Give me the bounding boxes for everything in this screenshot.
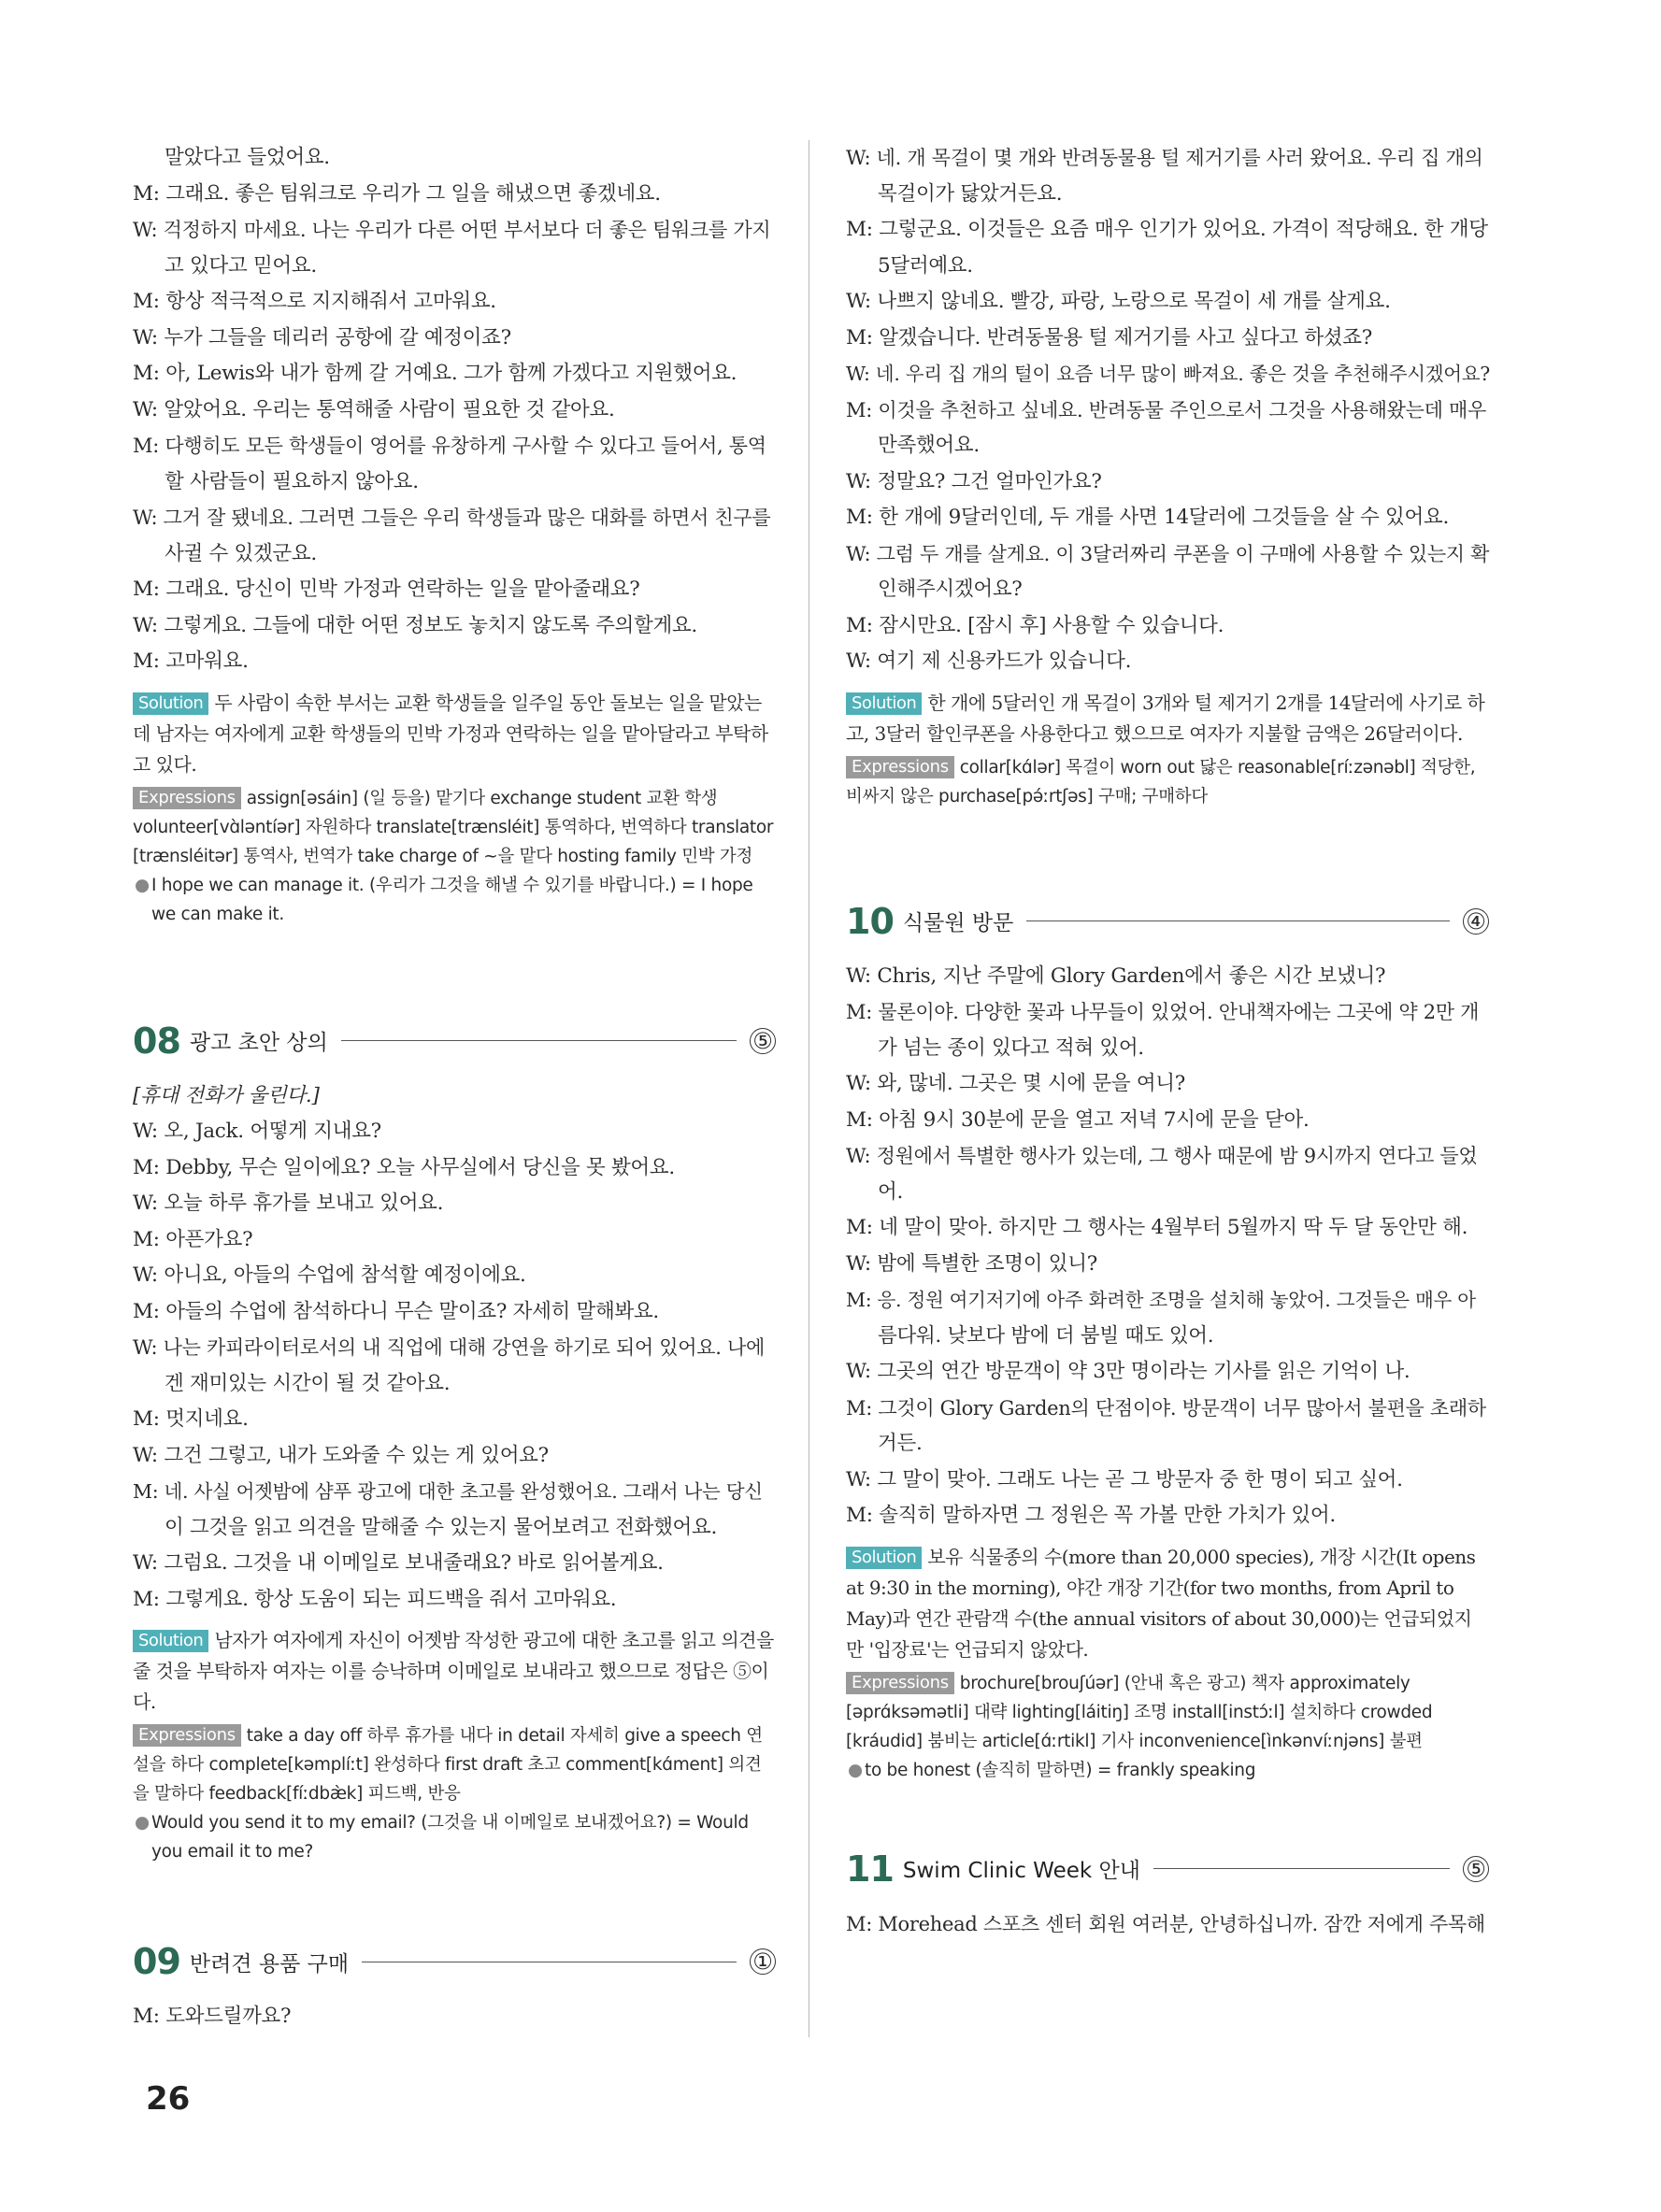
dialogue-line: 이 그것을 읽고 의견을 말해줄 수 있는지 물어보려고 전화했어요. (165, 1515, 718, 1539)
header-rule (1026, 920, 1450, 921)
dialogue-line: 거든. (878, 1432, 923, 1455)
expressions-label: Expressions (846, 756, 954, 778)
header-rule (1153, 1868, 1450, 1869)
dialogue-line: M: 항상 적극적으로 지지해줘서 고마워요. (133, 290, 496, 313)
note-text: I hope we can manage it. (우리가 그것을 해낼 수 있기를 바랍니다.) = I hope we can make it. (151, 875, 753, 924)
dialogue-line: W: 나쁘지 않네요. 빨강, 파랑, 노랑으로 목걸이 세 개를 살게요. (846, 290, 1391, 313)
dialogue-line: W: 그럼요. 그것을 내 이메일로 보내줄래요? 바로 읽어볼게요. (133, 1551, 664, 1575)
dialogue-line: W: 정원에서 특별한 행사가 있는데, 그 행사 때문에 밤 9시까지 연다고 들었 (846, 1145, 1478, 1167)
expressions-text: assign[əsáin] (일 등을) 맡기다 exchange student 교환 학생 volunteer[vɑ̀ləntíər] 자원하다 translate[trænsléit] 통역하다, 번역하다 translator [trænsléitər] 통역사, 번역가 take charge of ~을 맡다 hosting family 민박 가정 (133, 788, 774, 866)
dialogue-line: W: 그럼 두 개를 살게요. 이 3달러짜리 쿠폰을 이 구매에 사용할 수 있는지 확 (846, 542, 1490, 565)
dialogue-line: W: 네. 개 목걸이 몇 개와 반려동물용 털 제거기를 사러 왔어요. 우리 집 개의 (846, 147, 1483, 169)
expressions-text: collar[kɑ́lər] 목걸이 worn out 닳은 reasonable[ríːzənəbl] 적당한, 비싸지 않은 purchase[pə́ːrtʃəs] 구매; 구매하다 (846, 757, 1476, 806)
dialogue-line: 5달러예요. (878, 253, 973, 278)
dialogue-line: W: 네. 우리 집 개의 털이 요즘 너무 많이 빠져요. 좋은 것을 추천해주시겠어요? (846, 363, 1490, 385)
dialogue-line: W: 걱정하지 마세요. 나는 우리가 다른 어떤 부서보다 더 좋은 팀워크를 가지 (133, 219, 771, 241)
solution-block (846, 688, 1489, 749)
expressions-text: brochure[brouʃúər] (안내 혹은 광고) 책자 approximately [əprɑ́ksəmətli] 대략 lighting[láitiŋ] 조명 install[instɔ́ːl] 설치하다 crowded [kráudid] 붐비는 article[ɑ́ːrtikl] 기사 inconvenience[ìnkənvíːnjəns] 불편 (846, 1673, 1433, 1751)
question-header-11 (846, 1841, 1489, 1897)
question-title: Swim Clinic Week 안내 (902, 1859, 1140, 1883)
solution-label: Solution (133, 692, 208, 715)
expressions-label: Expressions (846, 1672, 954, 1694)
solution-label: Solution (846, 692, 922, 715)
dialogue-line: 인해주시겠어요? (878, 578, 1023, 601)
dialogue-line: M: 그래요. 좋은 팀워크로 우리가 그 일을 해냈으면 좋겠네요. (133, 181, 661, 206)
dialogue-10 (846, 959, 1489, 1534)
solution-label: Solution (846, 1547, 922, 1569)
dialogue-line: M: 도와드릴까요? (133, 2005, 292, 2028)
dialogue-line: 어. (878, 1179, 904, 1204)
dialogue-continued (846, 140, 1489, 680)
dialogue-continued (133, 140, 776, 680)
solution-block (133, 1625, 776, 1718)
dialogue-line: 름다워. 낮보다 밤에 더 붐빌 때도 있어. (878, 1323, 1214, 1348)
dialogue-line: W: 여기 제 신용카드가 있습니다. (846, 649, 1132, 673)
dialogue-line: W: 밤에 특별한 조명이 있니? (846, 1251, 1097, 1276)
left-column (133, 140, 776, 2035)
dialogue-line: M: 잠시만요. [잠시 후] 사용할 수 있습니다. (846, 613, 1224, 637)
dialogue-line: M: Morehead 스포츠 센터 회원 여러분, 안녕하십니까. 잠깐 저에게 주목해 (846, 1912, 1485, 1935)
dialogue-line: W: Chris, 지난 주말에 Glory Garden에서 좋은 시간 보냈니? (846, 963, 1386, 988)
page-number: 26 (146, 2080, 191, 2118)
dialogue-line: M: 네 말이 맞아. 하지만 그 행사는 4월부터 5월까지 딱 두 달 동안만 해. (846, 1216, 1468, 1239)
question-title: 식물원 방문 (902, 911, 1014, 935)
dialogue-line: 말았다고 들었어요. (165, 146, 330, 169)
dialogue-line: M: 이것을 추천하고 싶네요. 반려동물 주인으로서 그것을 사용해왔는데 매우 (846, 398, 1486, 421)
dialogue-line: W: 그 말이 맞아. 그래도 나는 곧 그 방문자 중 한 명이 되고 싶어. (846, 1467, 1403, 1491)
dialogue-line: M: 아픈가요? (133, 1227, 253, 1251)
note (846, 1756, 1489, 1785)
dialogue-line: M: 한 개에 9달러인데, 두 개를 사면 14달러에 그것들을 살 수 있어요. (846, 506, 1449, 529)
solution-text: 남자가 여자에게 자신이 어젯밤 작성한 광고에 대한 초고를 읽고 의견을 줄 것을 부탁하자 여자는 이를 승낙하며 이메일로 보내라고 했으므로 정답은 ⑤이다. (133, 1629, 774, 1713)
question-header-09 (133, 1934, 776, 1990)
question-header-08 (133, 1013, 776, 1069)
dialogue-line: M: 솔직히 말하자면 그 정원은 꼭 가볼 만한 가치가 있어. (846, 1504, 1336, 1527)
question-title: 반려견 용품 구매 (189, 1951, 350, 1977)
dialogue-line: 할 사람들이 필요하지 않아요. (165, 469, 419, 493)
dialogue-line: W: 누가 그들을 데리러 공항에 갈 예정이죠? (133, 325, 511, 350)
dialogue-line: W: 오, Jack. 어떻게 지내요? (133, 1120, 381, 1143)
dialogue-line: M: 고마워요. (133, 649, 249, 673)
note (133, 871, 776, 929)
question-title: 광고 초안 상의 (189, 1031, 328, 1055)
expressions-text: take a day off 하루 휴가를 내다 in detail 자세히 give a speech 연설을 하다 complete[kəmplíːt] 완성하다 first draft 초고 comment[kɑ́ment] 의견을 말하다 feedback[fíːdbæ̀k] 피드백, 반응 (133, 1726, 763, 1804)
dialogue-line: M: 그렇군요. 이것들은 요즘 매우 인기가 있어요. 가격이 적당해요. 한 개당 (846, 218, 1488, 241)
dialogue-line: W: 그렇게요. 그들에 대한 어떤 정보도 놓치지 않도록 주의할게요. (133, 613, 697, 637)
dialogue-line: W: 아니요, 아들의 수업에 참석할 예정이에요. (133, 1263, 526, 1287)
dialogue-line: 겐 재미있는 시간이 될 것 같아요. (165, 1371, 451, 1395)
dialogue-line: 사귈 수 있겠군요. (165, 541, 317, 565)
dialogue-line: M: 아들의 수업에 참석하다니 무슨 말이죠? 자세히 말해봐요. (133, 1299, 659, 1323)
dialogue-line: M: 다행히도 모든 학생들이 영어를 유창하게 구사할 수 있다고 들어서, 통역 (133, 435, 766, 457)
header-rule (341, 1040, 737, 1041)
answer-circle: ⑤ (750, 1028, 776, 1054)
dialogue-line: W: 정말요? 그건 얼마인가요? (846, 469, 1102, 493)
dialogue-line: W: 오늘 하루 휴가를 보내고 있어요. (133, 1192, 444, 1215)
answer-circle: ⑤ (1463, 1856, 1489, 1882)
bullet-icon: ● (848, 1760, 863, 1780)
dialogue-line: M: 그것이 Glory Garden의 단점이야. 방문객이 너무 많아서 불편을 초래하 (846, 1396, 1486, 1420)
dialogue-line: 목걸이가 닳았거든요. (878, 181, 1063, 206)
dialogue-line: W: 그곳의 연간 방문객이 약 3만 명이라는 기사를 읽은 기억이 나. (846, 1360, 1410, 1383)
question-number: 09 (133, 1941, 180, 1982)
solution-label: Solution (133, 1630, 208, 1652)
solution-block (133, 688, 776, 780)
right-column (846, 140, 1489, 1942)
question-header-10 (846, 893, 1489, 949)
question-number: 08 (133, 1020, 180, 1062)
expressions-label: Expressions (133, 787, 241, 809)
dialogue-09 (133, 1999, 776, 2035)
note-text: Would you send it to my email? (그것을 내 이메일로 보내겠어요?) = Would you email it to me? (151, 1813, 749, 1862)
dialogue-08 (133, 1078, 776, 1619)
question-number: 11 (846, 1848, 894, 1890)
dialogue-line: W: 알았어요. 우리는 통역해줄 사람이 필요한 것 같아요. (133, 397, 615, 421)
dialogue-line: 만족했어요. (878, 434, 980, 457)
dialogue-line: M: 알겠습니다. 반려동물용 털 제거기를 사고 싶다고 하셨죠? (846, 325, 1372, 350)
answer-circle: ① (750, 1948, 776, 1975)
stage-direction: [휴대 전화가 울린다.] (133, 1083, 320, 1107)
solution-text: 보유 식물종의 수(more than 20,000 species), 개장 시간(It opens at 9:30 in the morning), 야간 개장 기간(for two months, from April to May)과 연간 관람객 수(the annual visitors of about 30,000)는 언급되었지만 '입장료'는 언급되지 않았다. (846, 1545, 1476, 1661)
note (133, 1808, 776, 1866)
bullet-icon: ● (135, 1813, 150, 1833)
solution-text: 두 사람이 속한 부서는 교환 학생들을 일주일 동안 돌보는 일을 맡았는데 남자는 여자에게 교환 학생들의 민박 가정과 연락하는 일을 맡아달라고 부탁하고 있다. (133, 691, 768, 776)
answer-circle: ④ (1463, 908, 1489, 935)
note-text: to be honest (솔직히 말하면) = frankly speaking (865, 1760, 1256, 1780)
dialogue-line: M: 응. 정원 여기저기에 아주 화려한 조명을 설치해 놓았어. 그것들은 매우 아 (846, 1289, 1476, 1311)
dialogue-line: 고 있다고 믿어요. (165, 253, 317, 278)
dialogue-line: W: 그건 그렇고, 내가 도와줄 수 있는 게 있어요? (133, 1443, 549, 1467)
dialogue-line: M: 그래요. 당신이 민박 가정과 연락하는 일을 맡아줄래요? (133, 578, 640, 601)
dialogue-line: M: 아침 9시 30분에 문을 열고 저녁 7시에 문을 닫아. (846, 1107, 1310, 1132)
solution-text: 한 개에 5달러인 개 목걸이 3개와 털 제거기 2개를 14달러에 사기로 하고, 3달러 할인쿠폰을 사용한다고 했으므로 여자가 지불할 금액은 26달러이다. (846, 691, 1485, 745)
dialogue-line: W: 그거 잘 됐네요. 그러면 그들은 우리 학생들과 많은 대화를 하면서 친구를 (133, 507, 771, 529)
dialogue-line: 가 넘는 종이 있다고 적혀 있어. (878, 1035, 1144, 1060)
dialogue-line: W: 나는 카피라이터로서의 내 직업에 대해 강연을 하기로 되어 있어요. 나에 (133, 1336, 765, 1359)
dialogue-11 (846, 1906, 1489, 1943)
expressions-block (846, 1669, 1489, 1756)
dialogue-line: M: 아, Lewis와 내가 함께 갈 거예요. 그가 함께 가겠다고 지원했어요. (133, 362, 737, 385)
dialogue-line: M: Debby, 무슨 일이에요? 오늘 사무실에서 당신을 못 봤어요. (133, 1155, 675, 1179)
expressions-block (846, 753, 1489, 811)
expressions-block (133, 784, 776, 871)
dialogue-line: W: 와, 많네. 그곳은 몇 시에 문을 여니? (846, 1072, 1186, 1095)
expressions-block (133, 1721, 776, 1808)
dialogue-line: M: 물론이야. 다양한 꽃과 나무들이 있었어. 안내책자에는 그곳에 약 2만 개 (846, 1001, 1480, 1023)
dialogue-line: M: 그렇게요. 항상 도움이 되는 피드백을 줘서 고마워요. (133, 1587, 617, 1611)
solution-block (846, 1542, 1489, 1665)
dialogue-line: M: 멋지네요. (133, 1407, 249, 1431)
bullet-icon: ● (135, 875, 150, 895)
dialogue-line: M: 네. 사실 어젯밤에 샴푸 광고에 대한 초고를 완성했어요. 그래서 나는 당신 (133, 1480, 763, 1503)
question-number: 10 (846, 900, 894, 942)
expressions-label: Expressions (133, 1724, 241, 1747)
